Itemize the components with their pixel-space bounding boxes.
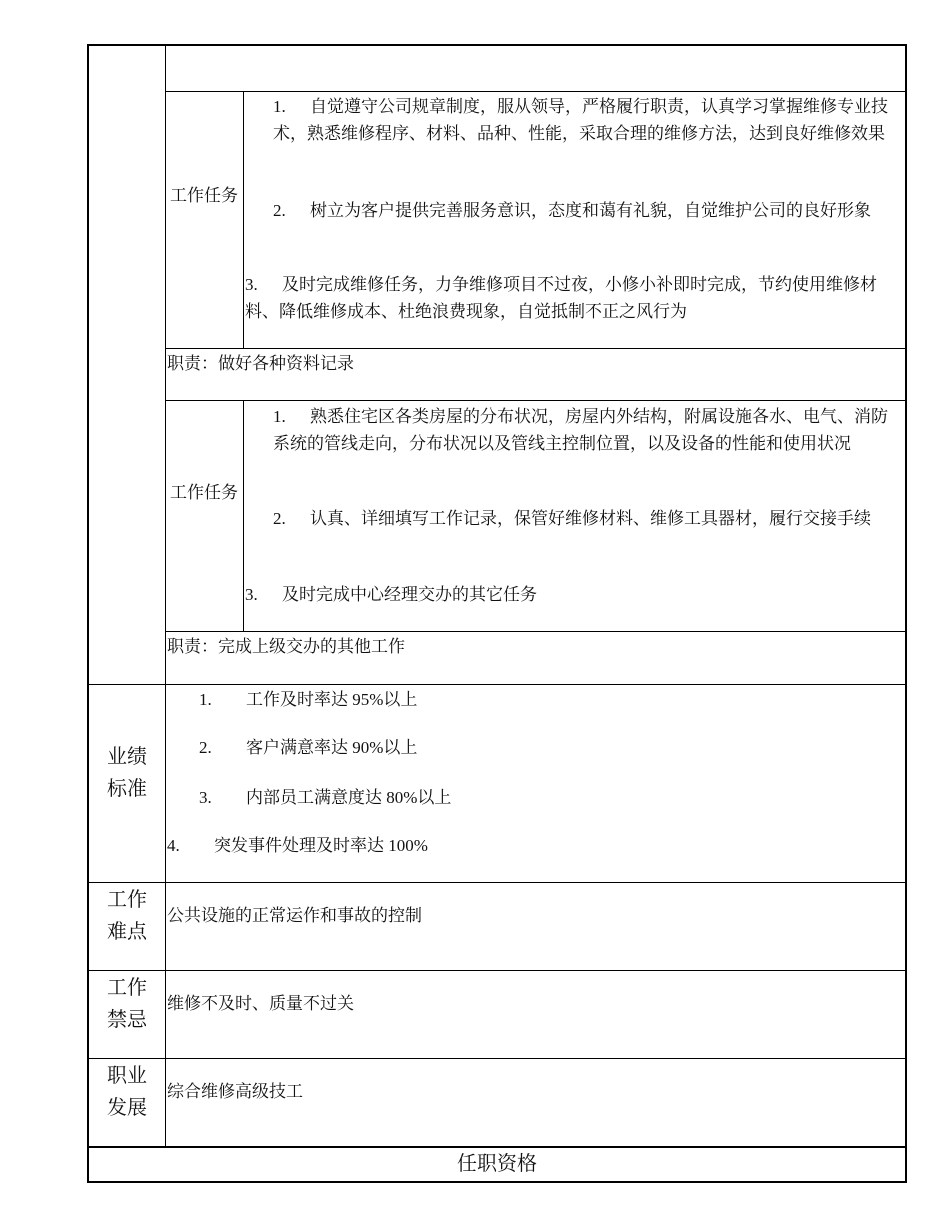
label-line: 难点 (107, 921, 147, 943)
col-divider-sub1 (243, 92, 244, 349)
table-border-right (905, 44, 907, 1183)
task-number: 2. (273, 509, 286, 528)
col-divider-sub2 (243, 401, 244, 632)
block2-task-2 (273, 505, 893, 532)
label-line: 标准 (107, 778, 147, 800)
performance-item-1 (199, 686, 417, 713)
performance-item-4 (167, 832, 428, 859)
label-line: 业绩 (107, 746, 147, 768)
label-line: 发展 (107, 1097, 147, 1119)
difficulty-label (89, 884, 165, 948)
item-number: 1. (199, 690, 212, 709)
task-number: 3. (245, 585, 258, 604)
task-text: 及时完成中心经理交办的其它任务 (282, 585, 537, 604)
difficulty-text: 公共设施的正常运作和事故的控制 (167, 906, 422, 925)
row-line-1 (165, 91, 906, 92)
block2-duty: 职责：完成上级交办的其他工作 (167, 637, 405, 656)
task-number: 3. (245, 275, 258, 294)
row-line-5 (87, 684, 906, 685)
task-text: 自觉遵守公司规章制度，服从领导，严格履行职责，认真学习掌握维修专业技术，熟悉维修程序、材料、品种、性能，采取合理的维修方法，达到良好维修效果 (273, 97, 888, 143)
item-text: 客户满意率达 90%以上 (246, 738, 418, 757)
item-text: 突发事件处理及时率达 100% (214, 836, 428, 855)
table-border-bottom (87, 1181, 907, 1183)
item-number: 2. (199, 738, 212, 757)
task-text: 熟悉住宅区各类房屋的分布状况，房屋内外结构，附属设施各水、电气、消防系统的管线走向，分布状况以及管线主控制位置，以及设备的性能和使用状况 (273, 407, 888, 453)
row-line-7 (87, 970, 906, 971)
career-label (89, 1060, 165, 1124)
task-number: 1. (273, 97, 286, 116)
row-line-2 (165, 348, 906, 349)
performance-label (89, 741, 165, 805)
task-text: 树立为客户提供完善服务意识，态度和蔼有礼貌，自觉维护公司的良好形象 (310, 201, 871, 220)
row-line-3 (165, 400, 906, 401)
task-text: 认真、详细填写工作记录，保管好维修材料、维修工具器材，履行交接手续 (310, 509, 871, 528)
label-line: 工作 (107, 889, 147, 911)
block2-label: 工作任务 (170, 483, 238, 502)
task-text: 及时完成维修任务，力争维修项目不过夜，小修小补即时完成，节约使用维修材料、降低维修成本、杜绝浪费现象，自觉抵制不正之风行为 (245, 275, 877, 321)
table-border-top (87, 44, 907, 46)
taboo-label (89, 972, 165, 1036)
block1-task-1 (273, 93, 893, 147)
block1-task-2 (273, 197, 893, 224)
qualification-title: 任职资格 (457, 1153, 537, 1175)
label-line: 禁忌 (107, 1009, 147, 1031)
item-number: 4. (167, 836, 180, 855)
block2-task-1 (273, 403, 893, 457)
item-text: 内部员工满意度达 80%以上 (246, 788, 452, 807)
taboo-text: 维修不及时、质量不过关 (167, 994, 354, 1013)
block1-duty: 职责：做好各种资料记录 (167, 354, 354, 373)
row-line-8 (87, 1058, 906, 1059)
block1-task-3 (245, 271, 900, 325)
label-line: 职业 (107, 1065, 147, 1087)
task-number: 1. (273, 407, 286, 426)
item-text: 工作及时率达 95%以上 (246, 690, 418, 709)
task-number: 2. (273, 201, 286, 220)
block2-task-3 (245, 581, 900, 608)
item-number: 3. (199, 788, 212, 807)
col-divider-main (165, 44, 166, 1148)
block1-label: 工作任务 (170, 186, 238, 205)
performance-item-3 (199, 784, 451, 811)
performance-item-2 (199, 734, 417, 761)
career-text: 综合维修高级技工 (167, 1082, 303, 1101)
row-line-6 (87, 882, 906, 883)
label-line: 工作 (107, 977, 147, 999)
row-line-4 (165, 631, 906, 632)
